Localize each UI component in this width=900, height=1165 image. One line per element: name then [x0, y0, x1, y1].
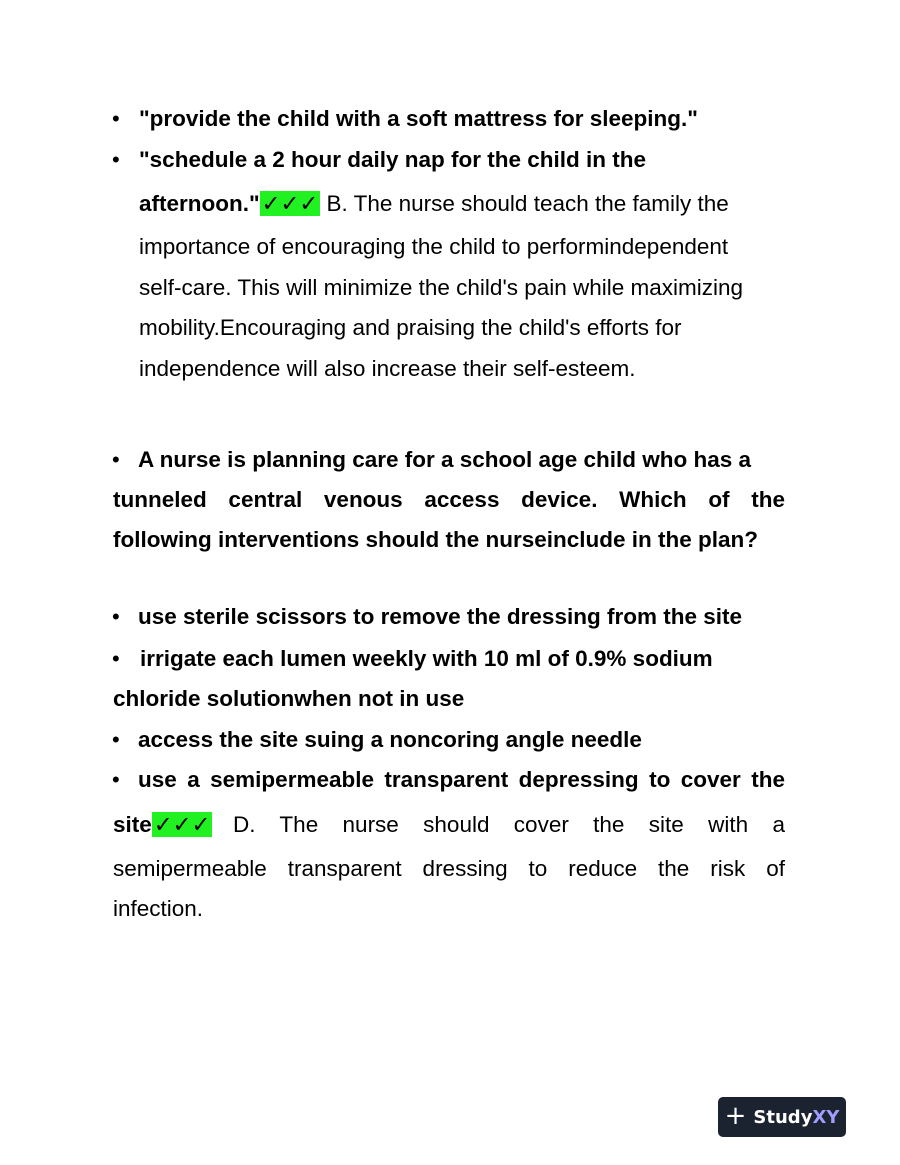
studyxy-logo: [718, 1097, 846, 1137]
option-text: use a semipermeable transparent depressing to cover the: [138, 767, 785, 792]
bullet: •: [112, 447, 120, 472]
answer-line: [113, 811, 212, 839]
answer-line: [139, 190, 729, 218]
bullet: •: [112, 767, 120, 792]
logo-text: StudyXY: [753, 1106, 840, 1128]
option-text: irrigate each lumen weekly with 10 ml of 0.9% sodium: [140, 646, 713, 671]
correct-checkmark-icon: ✓✓✓: [153, 812, 211, 837]
question-text: tunneled central venous access device. Which of the: [113, 487, 785, 512]
explanation-text: semipermeable transparent dressing to reduce the risk of: [113, 856, 785, 881]
explanation-text: independence will also increase their self-esteem.: [139, 356, 636, 381]
bullet: •: [112, 646, 120, 671]
explanation-text: importance of encouraging the child to performindependent: [139, 234, 729, 259]
bullet: •: [112, 106, 120, 131]
explanation-text: self-care. This will minimize the child's pain while maximizing: [139, 275, 744, 300]
correct-checkmark-icon: ✓✓✓: [261, 191, 319, 216]
option-text: chloride solutionwhen not in use: [113, 686, 465, 711]
option-text: afternoon.": [139, 191, 260, 216]
option-text: "provide the child with a soft mattress for sleeping.": [139, 106, 698, 131]
bullet: •: [112, 727, 120, 752]
option-text: use sterile scissors to remove the dressing from the site: [138, 604, 742, 629]
explanation-text: infection.: [113, 896, 204, 921]
option-text: access the site suing a noncoring angle needle: [138, 727, 642, 752]
option-text: "schedule a 2 hour daily nap for the child in the: [139, 147, 646, 172]
explanation-text: B. The nurse should teach the family the: [320, 191, 729, 216]
option-text: site: [113, 812, 152, 837]
explanation-text: mobility.Encouraging and praising the child's efforts for: [139, 315, 682, 340]
bullet: •: [112, 147, 120, 172]
question-text: A nurse is planning care for a school age child who has a: [138, 447, 752, 472]
explanation-text: D. The nurse should cover the site with a: [233, 812, 785, 837]
plus-icon: +: [724, 1101, 747, 1131]
question-text: following interventions should the nurseinclude in the plan?: [113, 527, 759, 552]
bullet: •: [112, 604, 120, 629]
